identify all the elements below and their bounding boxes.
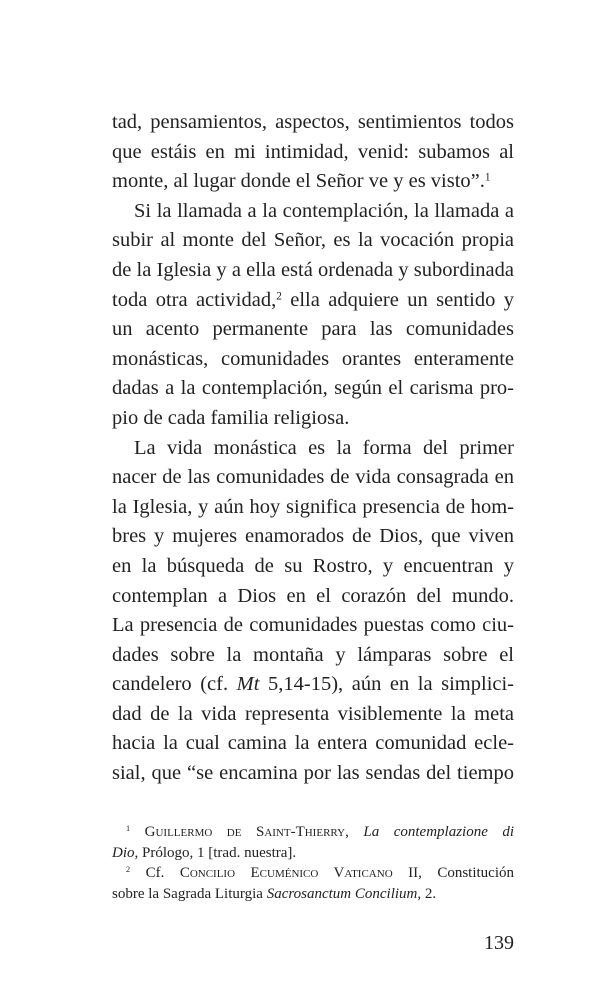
page-number: 139 (484, 932, 514, 954)
text-line (112, 670, 514, 700)
text-line (112, 404, 514, 434)
text-segment: Si la llamada a la contemplación, la llamada a (134, 199, 514, 222)
text-segment: , (345, 824, 364, 840)
text-segment: sobre la Sagrada Liturgia (112, 885, 267, 902)
text-line (112, 374, 514, 404)
text-line (112, 582, 514, 612)
text-segment: ella adquiere un sentido y (281, 288, 514, 311)
text-line (112, 463, 514, 493)
italic-text: Dio (112, 844, 135, 861)
text-line (112, 256, 514, 286)
text-segment: de la Iglesia y a ella está ordenada y subordinada (112, 258, 514, 281)
footnote-marker: 2 (126, 865, 131, 875)
text-line (112, 729, 514, 759)
text-segment: , Prólogo, 1 [trad. nuestra]. (134, 844, 297, 861)
footnote-marker: 1 (484, 171, 491, 184)
text-segment: Guillermo de Saint-Thierry (144, 824, 346, 840)
text-line (112, 108, 514, 138)
text-line (112, 286, 514, 316)
footnote-line (112, 884, 514, 905)
text-segment: Cf. (130, 865, 180, 881)
footnote-line (112, 843, 514, 864)
text-line (112, 493, 514, 523)
text-line (112, 138, 514, 168)
text-segment: sial, que “se encamina por las sendas del tiempo (112, 762, 514, 785)
text-segment: , 2. (417, 885, 437, 902)
text-line (112, 315, 514, 345)
text-segment: candelero (cf. (112, 673, 237, 696)
text-segment: La presencia de comunidades puestas como ciu- (112, 614, 514, 637)
text-segment: en la búsqueda de su Rostro, y encuentran y (112, 554, 514, 577)
footnote-marker: 1 (126, 824, 131, 834)
text-segment: dades sobre la montaña y lámparas sobre el (112, 643, 514, 666)
text-line (112, 641, 514, 671)
footnote-line (112, 863, 514, 884)
text-segment: la Iglesia, y aún hoy significa presencia de hom- (112, 495, 514, 518)
text-segment: 5,14-15), aún en la simplici- (259, 673, 515, 696)
footnotes (112, 822, 514, 904)
text-segment: contemplan a Dios en el corazón del mundo. (112, 584, 514, 607)
text-line (112, 611, 514, 641)
italic-text: La contemplazione di (363, 824, 515, 840)
text-line (112, 345, 514, 375)
text-segment: bres y mujeres enamorados de Dios, que viven (112, 525, 514, 548)
text-segment: monásticas, comunidades orantes enteramente (112, 347, 514, 370)
text-segment (130, 824, 145, 840)
text-segment: toda otra actividad, (112, 288, 277, 311)
italic-text: Sacrosanctum Concilium (266, 885, 418, 902)
text-line (112, 167, 514, 197)
text-segment: dadas a la contemplación, según el carisma pro- (112, 377, 514, 400)
body-text (112, 108, 514, 789)
text-line (112, 197, 514, 227)
footnote-line (112, 822, 514, 843)
italic-text: Mt (236, 673, 260, 696)
text-line (112, 700, 514, 730)
text-segment: Concilio Ecuménico Vaticano (179, 865, 393, 881)
text-segment: tad, pensamientos, aspectos, sentimientos todos (112, 111, 514, 133)
text-segment: nacer de las comunidades de vida consagrada en (112, 466, 514, 489)
text-line (112, 434, 514, 464)
text-segment: La vida monástica es la forma del primer (134, 436, 514, 459)
text-segment: que estáis en mi intimidad, venid: subamos al (112, 140, 514, 163)
text-segment: dad de la vida representa visiblemente la meta (112, 702, 514, 725)
footnote-marker: 2 (276, 289, 282, 302)
text-segment: subir al monte del Señor, es la vocación propia (112, 229, 514, 252)
text-line (112, 522, 514, 552)
text-line (112, 759, 514, 789)
text-segment: monte, al lugar donde el Señor ve y es visto”. (112, 170, 485, 193)
text-segment: II, Constitución (392, 865, 514, 881)
text-segment: un acento permanente para las comunidades (112, 318, 514, 341)
text-line (112, 226, 514, 256)
text-segment: pio de cada familia religiosa. (112, 406, 350, 429)
text-line (112, 552, 514, 582)
text-segment: hacia la cual camina la entera comunidad ecle- (112, 732, 514, 755)
